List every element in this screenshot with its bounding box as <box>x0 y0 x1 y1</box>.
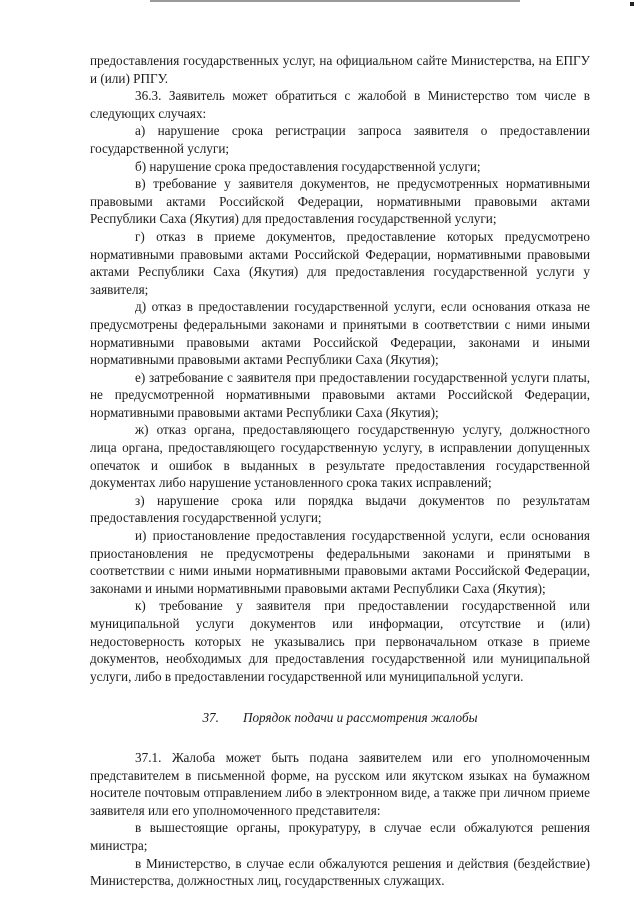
scan-top-edge <box>150 0 520 2</box>
paragraph: 36.3. Заявитель может обратиться с жалобой в Министерство том числе в следующих случаях: <box>90 88 590 121</box>
paragraph: предоставления государственных услуг, на официальном сайте Министерства, на ЕПГУ и (или) РПГУ. <box>90 53 590 86</box>
paragraphs-before <box>90 52 590 685</box>
paragraph: б) нарушение срока предоставления государственной услуги; <box>135 158 481 174</box>
paragraph: е) затребование с заявителя при предоставлении государственной услуги платы, не предусмотренной нормативными правовыми актами Российской Федерации, нормативными правовыми актами Республики Саха (Якутия); <box>90 369 590 420</box>
paragraph: а) нарушение срока регистрации запроса заявителя о предоставлении государственной услуги; <box>90 123 590 156</box>
section-title: Порядок подачи и рассмотрения жалобы <box>242 710 478 726</box>
paragraph: и) приостановление предоставления государственной услуги, если основания приостановления не предусмотрены федеральными законами и принятыми в соответствии с ними иными нормативными правовыми актами Российской Федерации, законами и иными нормативными правовыми актами Республики Саха (Якутия); <box>90 528 590 596</box>
document-page <box>90 52 590 890</box>
paragraph: в Министерство, в случае если обжалуются решения и действия (бездействие) Министерства, должностных лиц, государственных служащих. <box>90 855 590 889</box>
paragraph: ж) отказ органа, предоставляющего государственную услугу, должностного лица органа, предоставляющего государственную услугу, в исправлении допущенных опечаток и ошибок в выданных в результате предоставления государственной документах либо нарушение установленного срока таких исправлений; <box>90 422 590 491</box>
paragraph: з) нарушение срока или порядка выдачи документов по результатам предоставления государственной услуги; <box>90 492 590 526</box>
paragraph: д) отказ в предоставлении государственной услуги, если основания отказа не предусмотрены федеральными законами и принятыми в соответствии с ними иными нормативными правовыми актами Российской Федерации, законами и иными нормативными правовыми актами Республики Саха (Якутия); <box>90 299 590 368</box>
paragraph: к) требование у заявителя при предоставлении государственной или муниципальной услуги документов или информации, отсутствие и (или) недостоверность которых не указывались при первоначальном отказе в приеме документов, необходимых для предоставления государственной или муниципальной услуги, либо в предоставлении государственной или муниципальной услуги. <box>90 598 590 684</box>
scan-corner-mark <box>630 2 634 6</box>
paragraph: 37.1. Жалоба может быть подана заявителем или его уполномоченным представителем в письменной форме, на русском или якутском языках на бумажном носителе почтовым отправлением либо в электронном виде, а также при личном приеме заявителя или его уполномоченного представителя: <box>90 749 590 818</box>
paragraph: в) требование у заявителя документов, не предусмотренных нормативными правовыми актами Российской Федерации, нормативными правовыми актами Республики Саха (Якутия) для предоставления государственной услуги; <box>90 176 590 227</box>
section-number: 37. <box>202 710 219 726</box>
paragraphs-after <box>90 749 590 890</box>
section-heading <box>90 709 590 727</box>
paragraph: г) отказ в приеме документов, предоставление которых предусмотрено нормативными правовыми актами Российской Федерации, нормативными правовыми актами Республики Саха (Якутия) для предоставления государственной услуги у заявителя; <box>90 228 590 297</box>
paragraph: в вышестоящие органы, прокуратуру, в случае если обжалуются решения министра; <box>90 820 590 853</box>
